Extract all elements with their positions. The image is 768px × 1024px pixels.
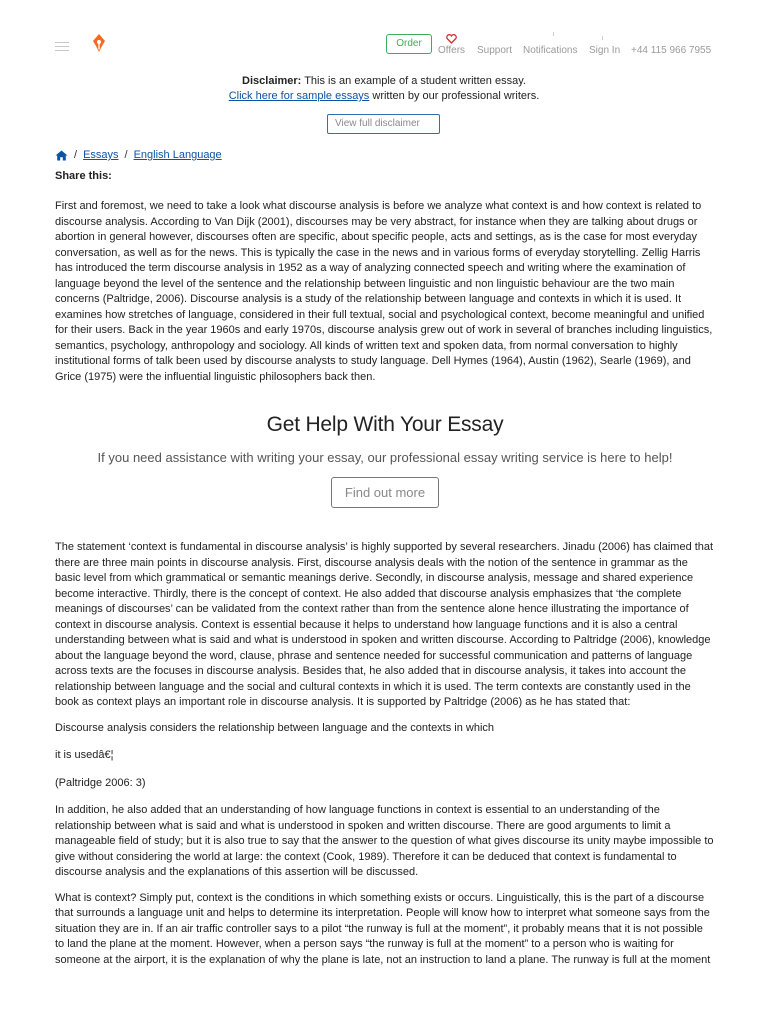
breadcrumb-english-language[interactable]: English Language [133, 149, 222, 161]
breadcrumb [55, 148, 715, 162]
disclaimer-link-line [0, 89, 768, 104]
find-out-more-button[interactable]: Find out more [331, 477, 439, 508]
cta-subtitle: If you need assistance with writing your essay, our professional essay writing service is here to help! [97, 450, 673, 465]
logo-icon[interactable] [90, 33, 108, 53]
disclaimer-text: This is an example of a student written essay. [304, 75, 526, 87]
main-content [55, 148, 715, 978]
cta-title: Get Help With Your Essay [266, 413, 504, 436]
sample-essays-link[interactable]: Click here for sample essays [228, 90, 370, 102]
article-paragraph: The statement ‘context is fundamental in discourse analysis’ is highly supported by several researchers. Jinadu (2006) has claimed that there are three main points in discourse analysis. First, discourse analysis deals with the notion of the sentence in grammar as the basic level from which grammatical or semantic meanings derive. Secondly, in discourse analysis, message and shared experience become interactive. Thirdly, there is the concept of context. He also added that discourse analysis emphasizes that ‘the complete meanings of discourses’ can be validated from the context rather than from the sentence alone hence illustrating the importance of context in discourse analysis. Context is essential because it helps to understand how language functions and it is also a central understanding between what is said and what is understood in spoken and written discourse. According to Paltridge (2006), knowledge about the language beyond the word, clause, phrase and sentence needed for successful communication and patterns of language across texts are the focuses in discourse analysis. Besides that, he also added that in discourse analysis, it takes into account the relationship between language and the social and cultural contexts in which it is used. The term contexts are constantly used in the book as context plays an important role in discourse analysis. It is supported by Paltridge (2006) as he has stated that: [55, 541, 714, 708]
nav-signin[interactable]: Sign In [589, 45, 621, 56]
share-label: Share this: [55, 170, 112, 182]
article-paragraph: In addition, he also added that an understanding of how language functions in context is essential to an understanding of the relationship between what is said and what is understood in spoken and written discourse. There are good arguments to limit a manageable field of study; but it is also true to say that the answer to the question of what gives discourse its unity maybe impossible to give without considering the world at large: the context (Cook, 1989). Therefore it can be deduced that context is fundamental to discourse analysis and the explanations of this assertion will be discussed. [55, 804, 714, 878]
breadcrumb-essays[interactable]: Essays [83, 149, 119, 161]
order-button[interactable]: Order [386, 34, 432, 54]
nav-offers[interactable]: Offers [438, 45, 466, 56]
breadcrumb-separator: / [74, 149, 78, 161]
quote-citation: (Paltridge 2006: 3) [55, 776, 146, 789]
nav-phone[interactable]: +44 115 966 7955 [631, 45, 712, 56]
disclaimer-label: Disclaimer: [242, 75, 302, 87]
view-disclaimer-button[interactable]: View full disclaimer [327, 114, 440, 134]
site-header [0, 0, 768, 64]
signin-marker [602, 36, 603, 40]
breadcrumb-separator: / [124, 149, 128, 161]
article-paragraph: What is context? Simply put, context is the conditions in which something exists or occurs. Linguistically, this is the part of a discourse that surrounds a language unit and helps to determine its interpretation. People will know how to interpret what someone says from the situation they are in. If an air traffic controller says to a pilot “the runway is full at the moment”, it probably means that it is not possible to land the plane at the moment. However, when a person says “the runway is full at the moment” to a person who is waiting for someone at the airport, it is the explanation of why the plane is late, not an instruction to land a plane. The runway is full at the moment [55, 891, 711, 966]
menu-icon[interactable] [55, 42, 69, 54]
nav-support[interactable]: Support [477, 45, 513, 56]
disclaimer-link-suffix: written by our professional writers. [372, 90, 540, 102]
notification-marker [553, 32, 554, 36]
home-icon[interactable] [55, 150, 68, 161]
essay-help-cta [55, 413, 715, 508]
heart-icon[interactable] [446, 34, 457, 44]
disclaimer [0, 74, 768, 104]
nav-notifications[interactable]: Notifications [523, 45, 578, 56]
disclaimer-line [0, 74, 768, 89]
quote-line: it is usedâ€¦ [55, 749, 114, 761]
article-paragraph: First and foremost, we need to take a look what discourse analysis is before we analyze what context is and how context is related to discourse analysis. According to Van Dijk (2001), discourses may be very abstract, for instance when they are talking about drugs or abortion in general however, discourses often are specific, about specific people, acts and settings, as is the case for most everyday conversation, as well as for the news. This is typically the case in the news and in various forms of everyday storytelling. Zellig Harris has introduced the term discourse analysis in 1952 as a way of analyzing connected speech and writing where the examination of language beyond the level of the sentence and the relationship between linguistic and non linguistic behaviour are the two main concerns (Paltridge, 2006). Discourse analysis is a study of the relationship between language and contexts in which it is used. It examines how stretches of language, considered in their full textual, social and psychological context, become meaningful and unified for their users. Back in the year 1960s and early 1970s, discourse analysis grew out of work in several of branches including linguistics, semantics, psychology, anthropology and sociology. All kinds of written text and spoken data, from normal conversation to highly institutional forms of talk been used by discourse analysts to study language. Dell Hymes (1964), Austin (1962), Searle (1969), and Grice (1975) were the influential linguistic philosophers back then. [55, 200, 713, 383]
quote-line: Discourse analysis considers the relationship between language and the contexts in which [55, 721, 495, 734]
